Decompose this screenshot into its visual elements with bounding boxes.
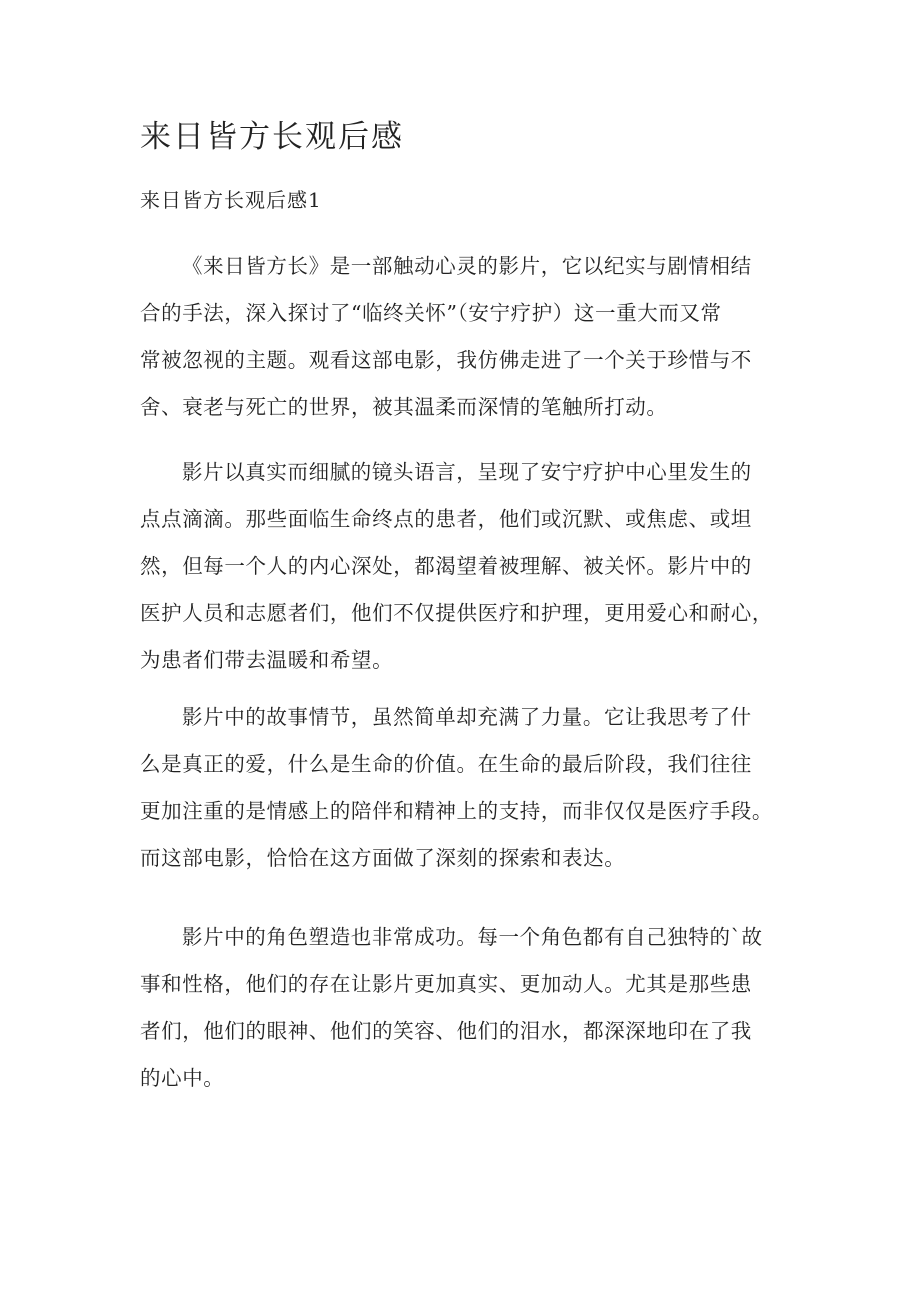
text-line: 点点滴滴。那些面临生命终点的患者，他们或沉默、或焦虑、或坦 <box>140 507 752 531</box>
document-title: 来日皆方长观后感 <box>140 119 404 155</box>
text-line: 事和性格，他们的存在让影片更加真实、更加动人。尤其是那些患 <box>140 972 752 996</box>
text-line: 《来日皆方长》是一部触动心灵的影片，它以纪实与剧情相结 <box>182 254 752 278</box>
text-line: 影片以真实而细腻的镜头语言，呈现了安宁疗护中心里发生的 <box>182 460 752 484</box>
text-line: 么是真正的爱，什么是生命的价值。在生命的最后阶段，我们往往 <box>140 752 752 776</box>
text-line: 影片中的角色塑造也非常成功。每一个角色都有自己独特的`故 <box>182 925 763 949</box>
section-heading: 来日皆方长观后感1 <box>140 188 322 212</box>
paragraph-4 <box>140 914 790 1102</box>
text-line: 更加注重的是情感上的陪伴和精神上的支持，而非仅仅是医疗手段。 <box>140 799 773 823</box>
paragraph-3 <box>140 694 790 882</box>
text-line: 者们，他们的眼神、他们的笑容、他们的泪水，都深深地印在了我 <box>140 1019 752 1043</box>
text-line: 而这部电影，恰恰在这方面做了深刻的探索和表达。 <box>140 846 626 870</box>
text-line: 医护人员和志愿者们，他们不仅提供医疗和护理，更用爱心和耐心， <box>140 601 773 625</box>
text-line: 舍、衰老与死亡的世界，被其温柔而深情的笔触所打动。 <box>140 395 668 419</box>
text-line: 的心中。 <box>140 1066 225 1090</box>
paragraph-1 <box>140 243 790 431</box>
text-line: 常被忽视的主题。观看这部电影，我仿佛走进了一个关于珍惜与不 <box>140 348 752 372</box>
text-line: 然，但每一个人的内心深处，都渴望着被理解、被关怀。影片中的 <box>140 554 752 578</box>
text-line: 影片中的故事情节，虽然简单却充满了力量。它让我思考了什 <box>182 705 752 729</box>
text-line: 为患者们带去温暖和希望。 <box>140 648 394 672</box>
text-line: 合的手法，深入探讨了“临终关怀”（安宁疗护）这一重大而又常 <box>140 301 722 325</box>
paragraph-2 <box>140 449 790 684</box>
